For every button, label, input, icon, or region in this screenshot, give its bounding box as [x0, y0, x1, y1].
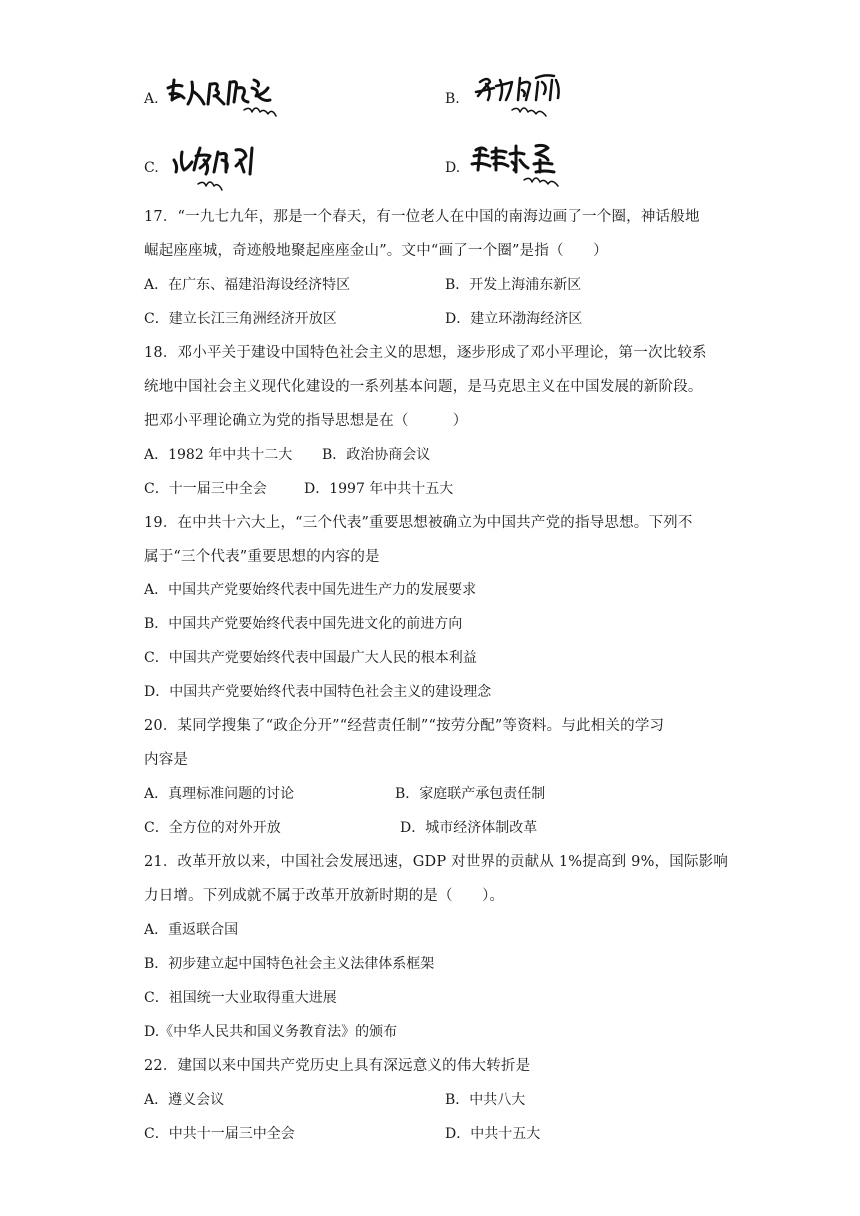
q21-stem-line-1: 21．改革开放以来，中国社会发展迅速，GDP 对世界的贡献从 1%提高到 9%，国际影响	[144, 854, 729, 870]
q18-option-b[interactable]: B．政治协商会议	[322, 447, 431, 463]
q18-stem-line-2: 统地中国社会主义现代化建设的一系列基本问题，是马克思主义在中国发展的新阶段。	[144, 379, 703, 395]
q19-stem-line-2: 属于“三个代表”重要思想的内容的是	[144, 549, 380, 565]
q17-option-a[interactable]: A．在广东、福建沿海设经济特区	[144, 277, 351, 293]
q18-stem-line-3: 把邓小平理论确立为党的指导思想是在（ ）	[144, 413, 468, 429]
q17-stem-line-2: 崛起座座城，奇迹般地聚起座座金山”。文中“画了一个圈”是指（ ）	[144, 243, 608, 259]
q20-option-c[interactable]: C．全方位的对外开放	[144, 820, 281, 836]
q22-stem-line-1: 22．建国以来中国共产党历史上具有深远意义的伟大转折是	[144, 1058, 531, 1074]
q16-option-b-letter: B.	[445, 91, 460, 107]
q17-option-c[interactable]: C．建立长江三角洲经济开放区	[144, 311, 337, 327]
q19-option-b[interactable]: B．中国共产党要始终代表中国先进文化的前进方向	[144, 616, 463, 632]
q16-option-a-letter: A.	[144, 91, 159, 107]
q21-option-a[interactable]: A．重返联合国	[144, 922, 239, 938]
q19-option-d[interactable]: D．中国共产党要始终代表中国特色社会主义的建设理念	[144, 684, 492, 700]
q21-option-b[interactable]: B．初步建立起中国特色社会主义法律体系框架	[144, 956, 435, 972]
q22-option-a[interactable]: A．遵义会议	[144, 1092, 225, 1108]
q17-option-b[interactable]: B．开发上海浦东新区	[445, 277, 582, 293]
q16-option-b-calligraphy	[474, 70, 572, 122]
q16-option-c-letter: C.	[144, 160, 159, 176]
q17-option-d[interactable]: D．建立环渤海经济区	[445, 311, 583, 327]
q20-option-a[interactable]: A．真理标准问题的讨论	[144, 786, 295, 802]
q19-option-a[interactable]: A．中国共产党要始终代表中国先进生产力的发展要求	[144, 582, 477, 598]
q16-option-c-calligraphy	[170, 142, 262, 198]
q21-option-d[interactable]: D.《中华人民共和国义务教育法》的颁布	[144, 1024, 398, 1040]
q20-option-b[interactable]: B．家庭联产承包责任制	[395, 786, 546, 802]
q20-option-d[interactable]: D．城市经济体制改革	[400, 820, 538, 836]
q20-stem-line-1: 20．某同学搜集了“政企分开”“经营责任制”“按劳分配”等资料。与此相关的学习	[144, 718, 665, 734]
q17-stem-line-1: 17．“一九七九年，那是一个春天，有一位老人在中国的南海边画了一个圈，神话般地	[144, 209, 700, 225]
q19-option-c[interactable]: C．中国共产党要始终代表中国最广大人民的根本利益	[144, 650, 477, 666]
q20-stem-line-2: 内容是	[144, 752, 189, 768]
q22-option-c[interactable]: C．中共十一届三中全会	[144, 1126, 295, 1142]
q21-option-c[interactable]: C．祖国统一大业取得重大进展	[144, 990, 337, 1006]
q22-option-d[interactable]: D．中共十五大	[445, 1126, 541, 1142]
q16-option-d-letter: D.	[445, 160, 461, 176]
q22-option-b[interactable]: B．中共八大	[445, 1092, 526, 1108]
q16-option-a-calligraphy	[164, 74, 282, 120]
q19-stem-line-1: 19．在中共十六大上，“三个代表”重要思想被确立为中国共产党的指导思想。下列不	[144, 515, 693, 531]
q16-option-d-calligraphy	[470, 140, 574, 192]
q18-option-a[interactable]: A．1982 年中共十二大	[144, 447, 293, 463]
q21-stem-line-2: 力日增。下列成就不属于改革开放新时期的是（ ）。	[144, 888, 505, 904]
q18-stem-line-1: 18．邓小平关于建设中国特色社会主义的思想，逐步形成了邓小平理论，第一次比较系	[144, 345, 707, 361]
q18-option-c[interactable]: C．十一届三中全会	[144, 481, 267, 497]
q18-option-d[interactable]: D．1997 年中共十五大	[304, 481, 454, 497]
